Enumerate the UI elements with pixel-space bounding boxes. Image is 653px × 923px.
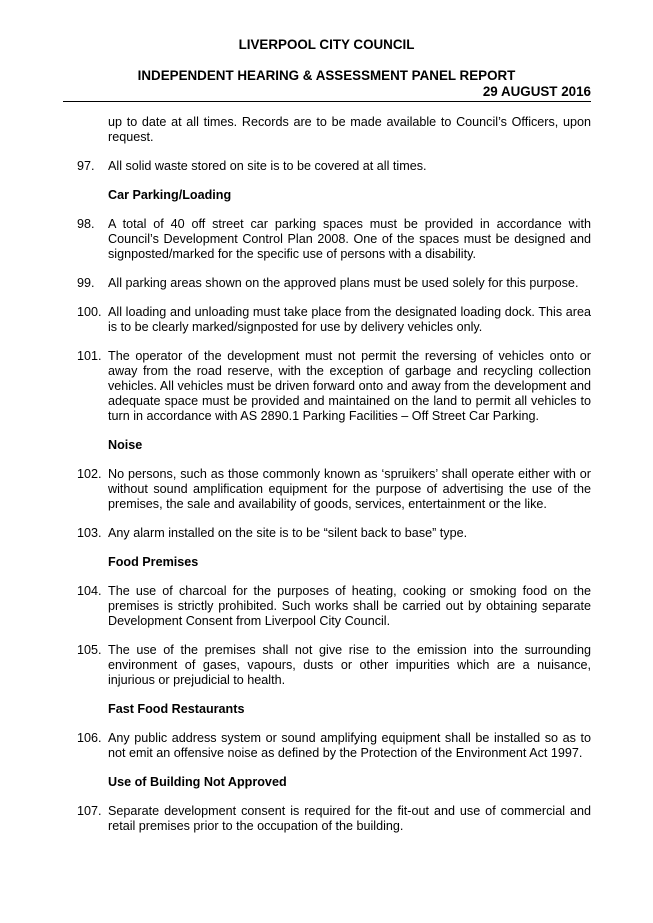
condition-99 xyxy=(77,276,591,291)
condition-98 xyxy=(77,217,591,262)
condition-number: 98. xyxy=(77,217,95,231)
condition-number: 101. xyxy=(77,349,102,363)
condition-105 xyxy=(77,643,591,688)
condition-number: 107. xyxy=(77,804,102,818)
condition-100 xyxy=(77,305,591,335)
condition-number: 102. xyxy=(77,467,102,481)
condition-number: 104. xyxy=(77,584,102,598)
document-body xyxy=(77,115,591,848)
condition-text: All parking areas shown on the approved plans must be used solely for this purpose. xyxy=(108,276,579,290)
condition-text: All solid waste stored on site is to be covered at all times. xyxy=(108,159,427,173)
continued-paragraph: up to date at all times. Records are to be made available to Council’s Officers, upon request. xyxy=(108,115,591,144)
condition-text: Any alarm installed on the site is to be “silent back to base” type. xyxy=(108,526,468,540)
condition-text: Any public address system or sound amplifying equipment shall be installed so as to not emit an offensive noise as defined by the Protection of the Environment Act 1997. xyxy=(108,731,591,760)
condition-number: 106. xyxy=(77,731,102,745)
report-subtitle: INDEPENDENT HEARING & ASSESSMENT PANEL REPORT xyxy=(137,68,516,83)
section-heading-fast-food: Fast Food Restaurants xyxy=(108,702,245,716)
condition-text: No persons, such as those commonly known as ‘spruikers’ shall operate either with or without sound amplification equipment for the purpose of advertising the use of the premises, the sale and availability of goods, services, entertainment or the like. xyxy=(108,467,591,511)
report-date: 29 AUGUST 2016 xyxy=(482,84,591,99)
condition-101 xyxy=(77,349,591,424)
condition-102 xyxy=(77,467,591,512)
section-heading-car-parking: Car Parking/Loading xyxy=(108,188,232,202)
section-heading-food-premises: Food Premises xyxy=(108,555,199,569)
condition-97 xyxy=(77,159,591,174)
header-divider xyxy=(63,101,591,102)
condition-text: The operator of the development must not permit the reversing of vehicles onto or away from the road reserve, with the exception of garbage and recycling collection vehicles. All vehicles must be driven forward onto and away from the development and adequate space must be provided and maintained on the land to permit all vehicles to turn in accordance with AS 2890.1 Parking Facilities – Off Street Car Parking. xyxy=(108,349,591,423)
condition-number: 103. xyxy=(77,526,102,540)
section-heading-noise: Noise xyxy=(108,438,143,452)
condition-number: 99. xyxy=(77,276,95,290)
condition-text: A total of 40 off street car parking spaces must be provided in accordance with Council’s Development Control Plan 2008. One of the spaces must be designed and signposted/marked for the specific use of persons with a disability. xyxy=(108,217,591,261)
section-heading-building-use: Use of Building Not Approved xyxy=(108,775,287,789)
page-title: LIVERPOOL CITY COUNCIL xyxy=(238,37,415,52)
condition-number: 97. xyxy=(77,159,95,173)
condition-106 xyxy=(77,731,591,761)
condition-104 xyxy=(77,584,591,629)
condition-text: All loading and unloading must take place from the designated loading dock. This area is to be clearly marked/signposted for use by delivery vehicles only. xyxy=(108,305,591,334)
condition-text: The use of the premises shall not give rise to the emission into the surrounding environment of gases, vapours, dusts or other impurities which are a nuisance, injurious or prejudicial to health. xyxy=(108,643,591,687)
condition-number: 100. xyxy=(77,305,102,319)
condition-number: 105. xyxy=(77,643,102,657)
condition-107 xyxy=(77,804,591,834)
condition-text: The use of charcoal for the purposes of heating, cooking or smoking food on the premises is strictly prohibited. Such works shall be carried out by obtaining separate Development Consent from Liverpool City Council. xyxy=(108,584,591,628)
condition-103 xyxy=(77,526,591,541)
condition-text: Separate development consent is required for the fit-out and use of commercial and retail premises prior to the occupation of the building. xyxy=(108,804,591,833)
